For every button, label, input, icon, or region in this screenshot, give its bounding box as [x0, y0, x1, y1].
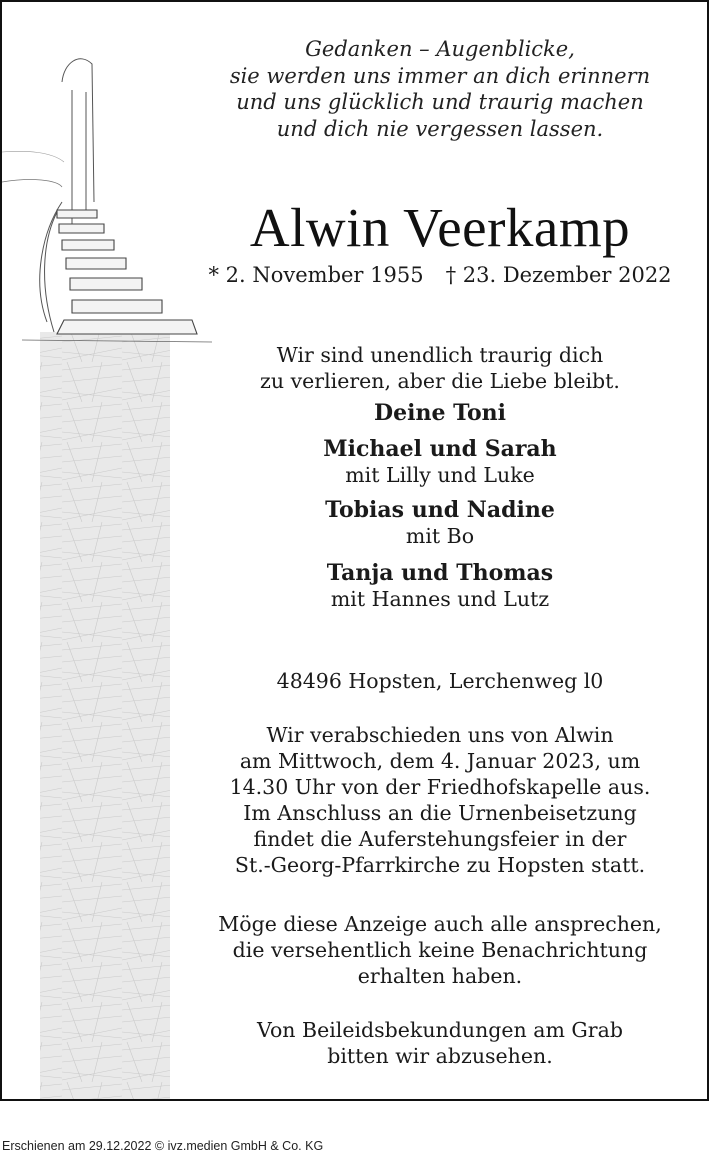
condolence-line: bitten wir abzusehen.: [327, 1044, 553, 1068]
family-group: [170, 436, 709, 488]
mourning-text: [170, 342, 709, 394]
ceremony-line: St.-Georg-Pfarrkirche zu Hopsten statt.: [234, 853, 646, 877]
ceremony-line: 14.30 Uhr von der Friedhofskapelle aus.: [229, 775, 651, 799]
death-date: † 23. Dezember 2022: [445, 263, 672, 287]
family-children: mit Bo: [405, 524, 475, 548]
family-children: mit Lilly und Luke: [345, 463, 535, 487]
family-group: [170, 497, 709, 549]
family-name: Tobias und Nadine: [325, 497, 555, 523]
life-dates: [170, 261, 709, 289]
mourning-line: zu verlieren, aber die Liebe bleibt.: [260, 369, 620, 393]
ceremony-line: Wir verabschieden uns von Alwin: [266, 723, 614, 747]
condolence-line: Von Beileidsbekundungen am Grab: [257, 1018, 623, 1042]
poem-line: und dich nie vergessen lassen.: [276, 116, 604, 141]
mourning-line: Wir sind unendlich traurig dich: [276, 343, 604, 367]
poem: [170, 36, 709, 142]
poem-line: und uns glücklich und traurig machen: [236, 90, 644, 114]
family-group: [170, 560, 709, 612]
ceremony-line: am Mittwoch, dem 4. Januar 2023, um: [239, 749, 641, 773]
poem-line: Gedanken – Augenblicke,: [305, 37, 575, 61]
birth-date: * 2. November 1955: [208, 263, 424, 287]
family-name: Tanja und Thomas: [326, 560, 554, 586]
notice-line: die versehentlich keine Benachrichtung: [232, 938, 648, 962]
ceremony-line: Im Anschluss an die Urnenbeisetzung: [243, 801, 637, 825]
notice-line: erhalten haben.: [357, 964, 523, 988]
deceased-name: Alwin Veerkamp: [249, 197, 631, 258]
ceremony-text: [170, 722, 709, 878]
poem-line: sie werden uns immer an dich erinnern: [229, 63, 651, 88]
notice-line: Möge diese Anzeige auch alle ansprechen,: [218, 912, 662, 936]
ceremony-line: findet die Auferstehungsfeier in der: [253, 827, 627, 851]
condolence-text: [170, 1017, 709, 1069]
family-name: Michael und Sarah: [323, 436, 557, 462]
notice-text: [170, 911, 709, 989]
address: 48496 Hopsten, Lerchenweg l0: [276, 669, 604, 693]
family-children: mit Hannes und Lutz: [330, 587, 550, 611]
family-name: Deine Toni: [374, 400, 506, 426]
publication-footer: Erschienen am 29.12.2022 © ivz.medien GmbH & Co. KG: [2, 1139, 324, 1153]
